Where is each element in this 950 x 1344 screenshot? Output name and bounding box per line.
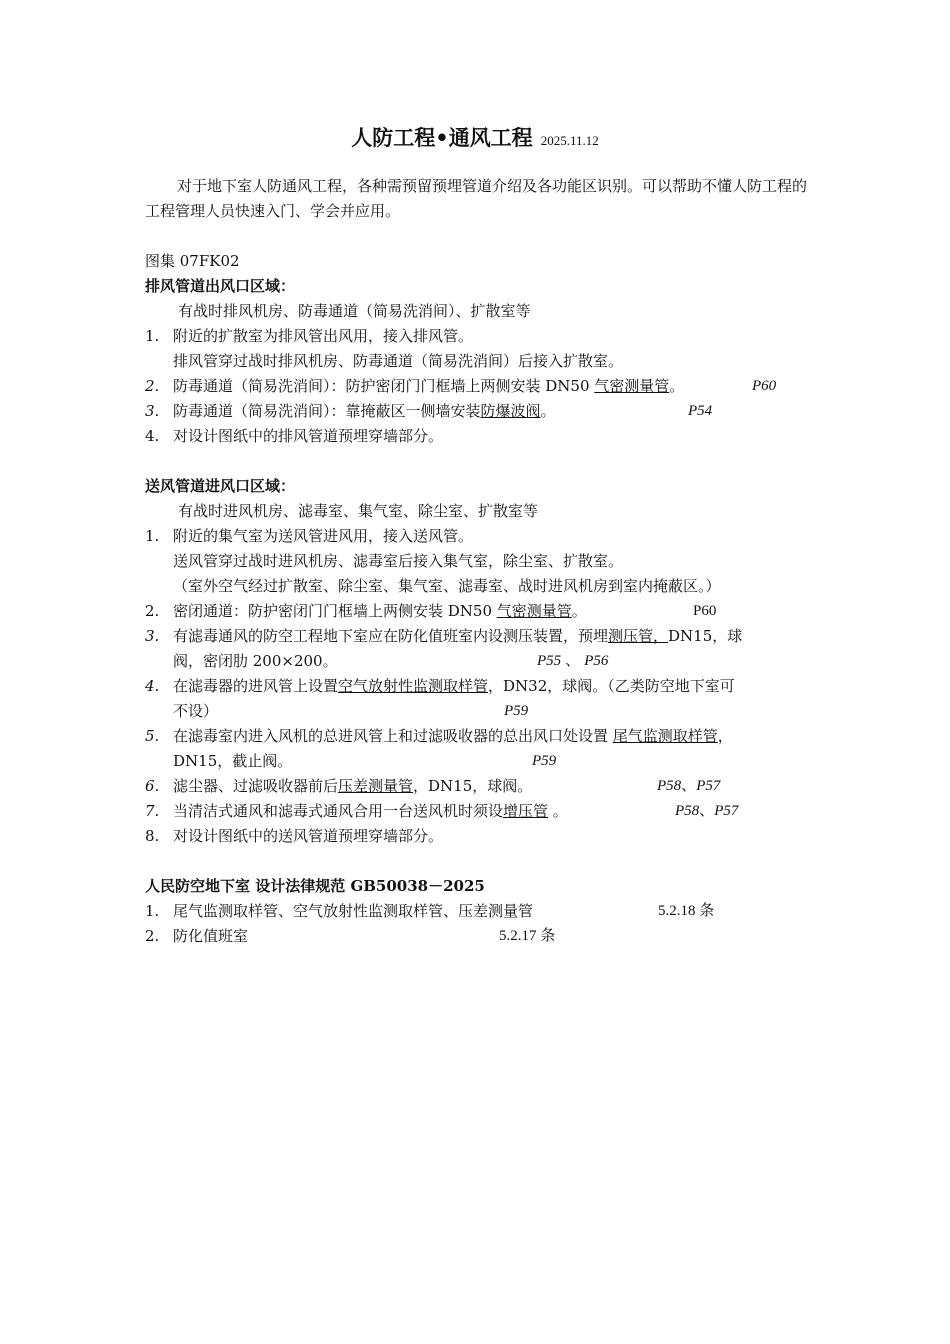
exhaust-subtitle: 有战时排风机房、防毒通道（简易洗消间）、扩散室等 bbox=[178, 302, 531, 320]
intro-paragraph: 对于地下室人防通风工程，各种需预留预埋管道介绍及各功能区识别。可以帮助不懂人防工程的工程管理人员快速入门、学会并应用。 bbox=[145, 177, 808, 220]
exhaust-num-4: 4. bbox=[145, 427, 160, 445]
supply-item-1a: 附近的集气室为送风管进风用，接入送风管。 bbox=[173, 527, 474, 545]
exhaust-item-3 bbox=[173, 399, 556, 424]
exhaust-ref-3: P54 bbox=[688, 403, 713, 419]
supply-ref-3 bbox=[537, 649, 608, 674]
exhaust-item-2-text: 防毒通道（简易洗消间）：防护密闭门门框墙上两侧安装 DN50 bbox=[173, 377, 595, 395]
supply-item-3-term: 测压管， bbox=[608, 627, 669, 645]
supply-item-3-text: 有滤毒通风的防空工程地下室应在防化值班室内设测压装置，预埋 bbox=[173, 627, 609, 645]
exhaust-item-2-end: 。 bbox=[669, 377, 685, 395]
exhaust-num-1: 1. bbox=[145, 327, 160, 345]
supply-item-6 bbox=[173, 774, 532, 799]
supply-item-7 bbox=[173, 799, 568, 824]
supply-ref-2: P60 bbox=[693, 603, 717, 619]
supply-num-1: 1. bbox=[145, 527, 160, 545]
supply-num-7: 7. bbox=[145, 802, 160, 820]
supply-item-3a bbox=[173, 624, 742, 649]
supply-num-5: 5. bbox=[145, 727, 160, 745]
supply-item-6-term: 压差测量管 bbox=[338, 777, 414, 795]
supply-num-6: 6. bbox=[145, 777, 160, 795]
supply-ref-6b: P57 bbox=[696, 778, 721, 794]
supply-item-3b: 阀，密闭肋 200×200。 bbox=[173, 652, 338, 670]
supply-item-7-end: 。 bbox=[548, 802, 568, 820]
code-ref-2: 5.2.17 条 bbox=[499, 928, 556, 944]
supply-num-8: 8. bbox=[145, 827, 160, 845]
exhaust-item-2-term: 气密测量管 bbox=[594, 377, 670, 395]
exhaust-item-3-text: 防毒通道（简易洗消间）：靠掩蔽区一侧墙安装 bbox=[173, 402, 481, 420]
exhaust-item-1b: 排风管穿过战时排风机房、防毒通道（简易洗消间）后接入扩散室。 bbox=[173, 352, 624, 370]
exhaust-item-2 bbox=[173, 374, 684, 399]
supply-ref-7-sep: 、 bbox=[699, 803, 715, 819]
exhaust-ref-2: P60 bbox=[752, 378, 777, 394]
supply-ref-5: P59 bbox=[532, 753, 557, 769]
supply-ref-7 bbox=[675, 799, 738, 824]
document-title bbox=[0, 122, 950, 152]
exhaust-item-4: 对设计图纸中的排风管道预埋穿墙部分。 bbox=[173, 427, 444, 445]
supply-ref-3-sep: 、 bbox=[565, 653, 581, 669]
code-ref-1: 5.2.18 条 bbox=[658, 903, 715, 919]
supply-heading: 送风管道进风口区域： bbox=[145, 477, 296, 495]
supply-ref-3a: P55 bbox=[537, 653, 562, 669]
supply-item-5b: DN15，截止阀。 bbox=[173, 752, 293, 770]
supply-num-3: 3. bbox=[145, 627, 160, 645]
supply-ref-3b: P56 bbox=[584, 653, 609, 669]
exhaust-num-2: 2. bbox=[145, 377, 160, 395]
atlas-reference: 图集 07FK02 bbox=[145, 252, 240, 270]
supply-item-5-text: 在滤毒室内进入风机的总进风管上和过滤吸收器的总出风口处设置 bbox=[173, 727, 613, 745]
supply-item-4-text: 在滤毒器的进风管上设置 bbox=[173, 677, 339, 695]
supply-item-7-term: 增压管 bbox=[503, 802, 549, 820]
supply-num-2: 2. bbox=[145, 602, 160, 620]
supply-item-4-end: ，DN32，球阀。（乙类防空地下室可 bbox=[488, 677, 735, 695]
supply-item-7-text: 当清洁式通风和滤毒式通风合用一台送风机时须设 bbox=[173, 802, 504, 820]
supply-ref-7b: P57 bbox=[714, 803, 739, 819]
supply-subtitle: 有战时进风机房、滤毒室、集气室、除尘室、扩散室等 bbox=[178, 502, 539, 520]
supply-ref-7a: P58 bbox=[675, 803, 700, 819]
supply-item-5-end: ， bbox=[717, 727, 733, 745]
supply-item-2-text: 密闭通道：防护密闭门门框墙上两侧安装 DN50 bbox=[173, 602, 497, 620]
title-main: 人防工程•通风工程 bbox=[351, 126, 533, 150]
code-num-2: 2. bbox=[145, 927, 160, 945]
supply-item-2-term: 气密测量管 bbox=[496, 602, 572, 620]
supply-item-1c: （室外空气经过扩散室、除尘室、集气室、滤毒室、战时进风机房到室内掩蔽区。） bbox=[173, 577, 721, 595]
supply-item-6-text: 滤尘器、过滤吸收器前后 bbox=[173, 777, 339, 795]
supply-item-6-end: ，DN15，球阀。 bbox=[413, 777, 533, 795]
supply-ref-6-sep: 、 bbox=[681, 778, 697, 794]
supply-item-4b: 不设） bbox=[173, 702, 219, 720]
supply-item-5-term: 尾气监测取样管 bbox=[612, 727, 718, 745]
supply-item-2-end: 。 bbox=[571, 602, 587, 620]
supply-ref-4: P59 bbox=[504, 703, 529, 719]
supply-item-3-end: DN15，球 bbox=[668, 627, 743, 645]
supply-ref-6a: P58 bbox=[657, 778, 682, 794]
code-item-1: 尾气监测取样管、空气放射性监测取样管、压差测量管 bbox=[173, 902, 534, 920]
code-num-1: 1. bbox=[145, 902, 160, 920]
exhaust-num-3: 3. bbox=[145, 402, 160, 420]
code-item-2: 防化值班室 bbox=[173, 927, 249, 945]
supply-item-2 bbox=[173, 599, 587, 624]
supply-ref-6 bbox=[657, 774, 720, 799]
exhaust-item-3-term: 防爆波阀 bbox=[480, 402, 541, 420]
supply-item-4a bbox=[173, 674, 735, 699]
supply-num-4: 4. bbox=[145, 677, 160, 695]
supply-item-8: 对设计图纸中的送风管道预埋穿墙部分。 bbox=[173, 827, 444, 845]
exhaust-item-3-end: 。 bbox=[540, 402, 556, 420]
title-date: 2025.11.12 bbox=[540, 133, 599, 148]
supply-item-5a bbox=[173, 724, 733, 749]
exhaust-item-1a: 附近的扩散室为排风管出风用，接入排风管。 bbox=[173, 327, 474, 345]
code-heading: 人民防空地下室 设计法律规范 GB50038－2025 bbox=[145, 877, 485, 895]
supply-item-4-term: 空气放射性监测取样管 bbox=[338, 677, 489, 695]
supply-item-1b: 送风管穿过战时进风机房、滤毒室后接入集气室，除尘室、扩散室。 bbox=[173, 552, 624, 570]
exhaust-heading: 排风管道出风口区域： bbox=[145, 277, 296, 295]
